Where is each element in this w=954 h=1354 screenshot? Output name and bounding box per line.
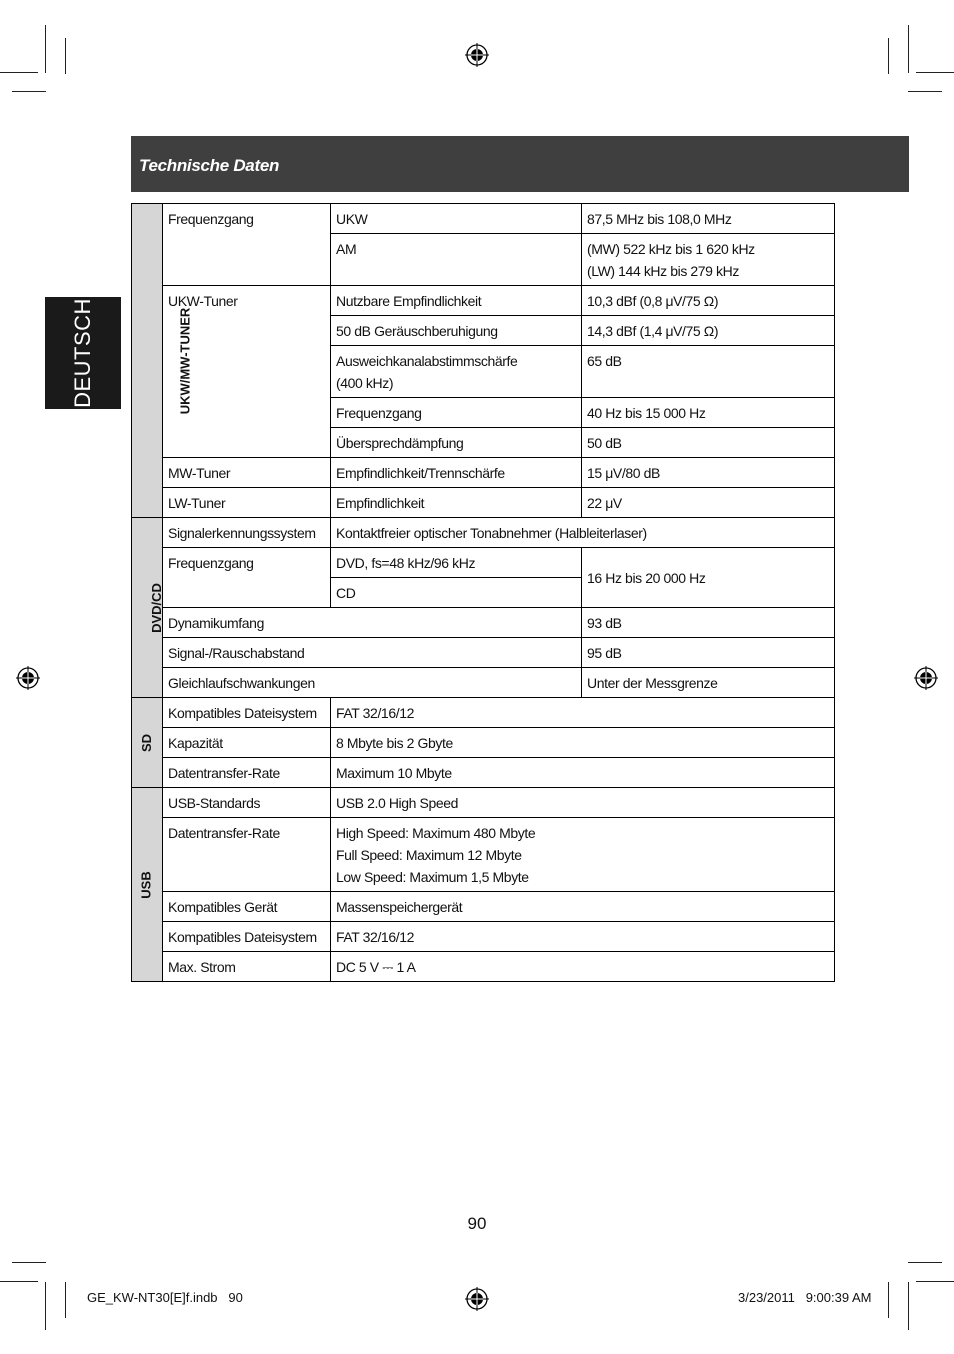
spec-name: Dynamikumfang [163,608,582,638]
table-row [132,952,835,982]
table-row [132,728,835,758]
spec-sub: 50 dB Geräuschberuhigung [331,316,582,346]
spec-value: 15 μV/80 dB [582,458,835,488]
footer-filename: GE_KW-NT30[E]f.indb 90 [87,1290,243,1305]
spec-name: Signalerkennungssystem [163,518,331,548]
spec-sub: Nutzbare Empfindlichkeit [331,286,582,316]
spec-value: 65 dB [582,346,835,398]
spec-name: Signal-/Rauschabstand [163,638,582,668]
spec-name: Frequenzgang [163,204,331,286]
spec-value: Massenspeichergerät [331,892,835,922]
spec-sub: DVD, fs=48 kHz/96 kHz [331,548,582,578]
spec-value: Kontaktfreier optischer Tonabnehmer (Halbleiterlaser) [331,518,835,548]
spec-name: Max. Strom [163,952,331,982]
table-row [132,548,835,578]
registration-mark-icon [465,43,489,67]
spec-table [131,203,835,982]
table-row [132,788,835,818]
spec-name: Frequenzgang [163,548,331,608]
spec-value: USB 2.0 High Speed [331,788,835,818]
section-label-usb: USB [132,788,163,982]
spec-name: Datentransfer-Rate [163,758,331,788]
spec-value: 50 dB [582,428,835,458]
spec-sub: Empfindlichkeit [331,488,582,518]
registration-mark-icon [16,666,40,690]
spec-sub: CD [331,578,582,608]
registration-mark-icon [465,1287,489,1311]
spec-value: FAT 32/16/12 [331,922,835,952]
table-row [132,758,835,788]
spec-name: Kapazität [163,728,331,758]
table-row [132,286,835,316]
spec-value: Unter der Messgrenze [582,668,835,698]
spec-sub: Ausweichkanalabstimmschärfe (400 kHz) [331,346,582,398]
spec-name: Gleichlaufschwankungen [163,668,582,698]
spec-sub: Übersprechdämpfung [331,428,582,458]
table-row [132,922,835,952]
registration-mark-icon [914,666,938,690]
spec-value: 95 dB [582,638,835,668]
spec-sub: Frequenzgang [331,398,582,428]
table-row [132,458,835,488]
spec-sub: AM [331,234,582,286]
spec-value: DC 5 V ⎓ 1 A [331,952,835,982]
spec-value: 93 dB [582,608,835,638]
language-tab-label: DEUTSCH [70,298,95,408]
language-tab [45,297,121,409]
spec-name: USB-Standards [163,788,331,818]
spec-value: 40 Hz bis 15 000 Hz [582,398,835,428]
spec-value: Maximum 10 Mbyte [331,758,835,788]
spec-name: LW-Tuner [163,488,331,518]
spec-value: 10,3 dBf (0,8 μV/75 Ω) [582,286,835,316]
footer-datetime: 3/23/2011 9:00:39 AM [738,1290,872,1305]
table-row [132,638,835,668]
spec-sub: Empfindlichkeit/Trennschärfe [331,458,582,488]
spec-value: (MW) 522 kHz bis 1 620 kHz (LW) 144 kHz bis 279 kHz [582,234,835,286]
section-label-tuner: UKW/MW-TUNER [132,204,163,518]
spec-value: 8 Mbyte bis 2 Gbyte [331,728,835,758]
spec-name: Datentransfer-Rate [163,818,331,892]
spec-name: Kompatibles Dateisystem [163,698,331,728]
spec-value: 14,3 dBf (1,4 μV/75 Ω) [582,316,835,346]
spec-value: High Speed: Maximum 480 Mbyte Full Speed: Maximum 12 Mbyte Low Speed: Maximum 1,5 Mbyte [331,818,835,892]
page-number: 90 [467,1214,487,1233]
spec-name: Kompatibles Gerät [163,892,331,922]
table-row [132,818,835,892]
spec-value: FAT 32/16/12 [331,698,835,728]
spec-name: MW-Tuner [163,458,331,488]
table-row [132,668,835,698]
section-label-dvd: DVD/CD [132,518,163,698]
table-row [132,608,835,638]
table-row [132,488,835,518]
table-row [132,518,835,548]
spec-value: 22 μV [582,488,835,518]
spec-sub: UKW [331,204,582,234]
table-row [132,698,835,728]
table-row [132,204,835,234]
page-title: Technische Daten [139,156,280,175]
section-label-sd: SD [132,698,163,788]
spec-name: Kompatibles Dateisystem [163,922,331,952]
table-row [132,892,835,922]
section-header [131,136,909,192]
spec-value: 16 Hz bis 20 000 Hz [582,548,835,608]
spec-value: 87,5 MHz bis 108,0 MHz [582,204,835,234]
spec-name: UKW-Tuner [163,286,331,458]
